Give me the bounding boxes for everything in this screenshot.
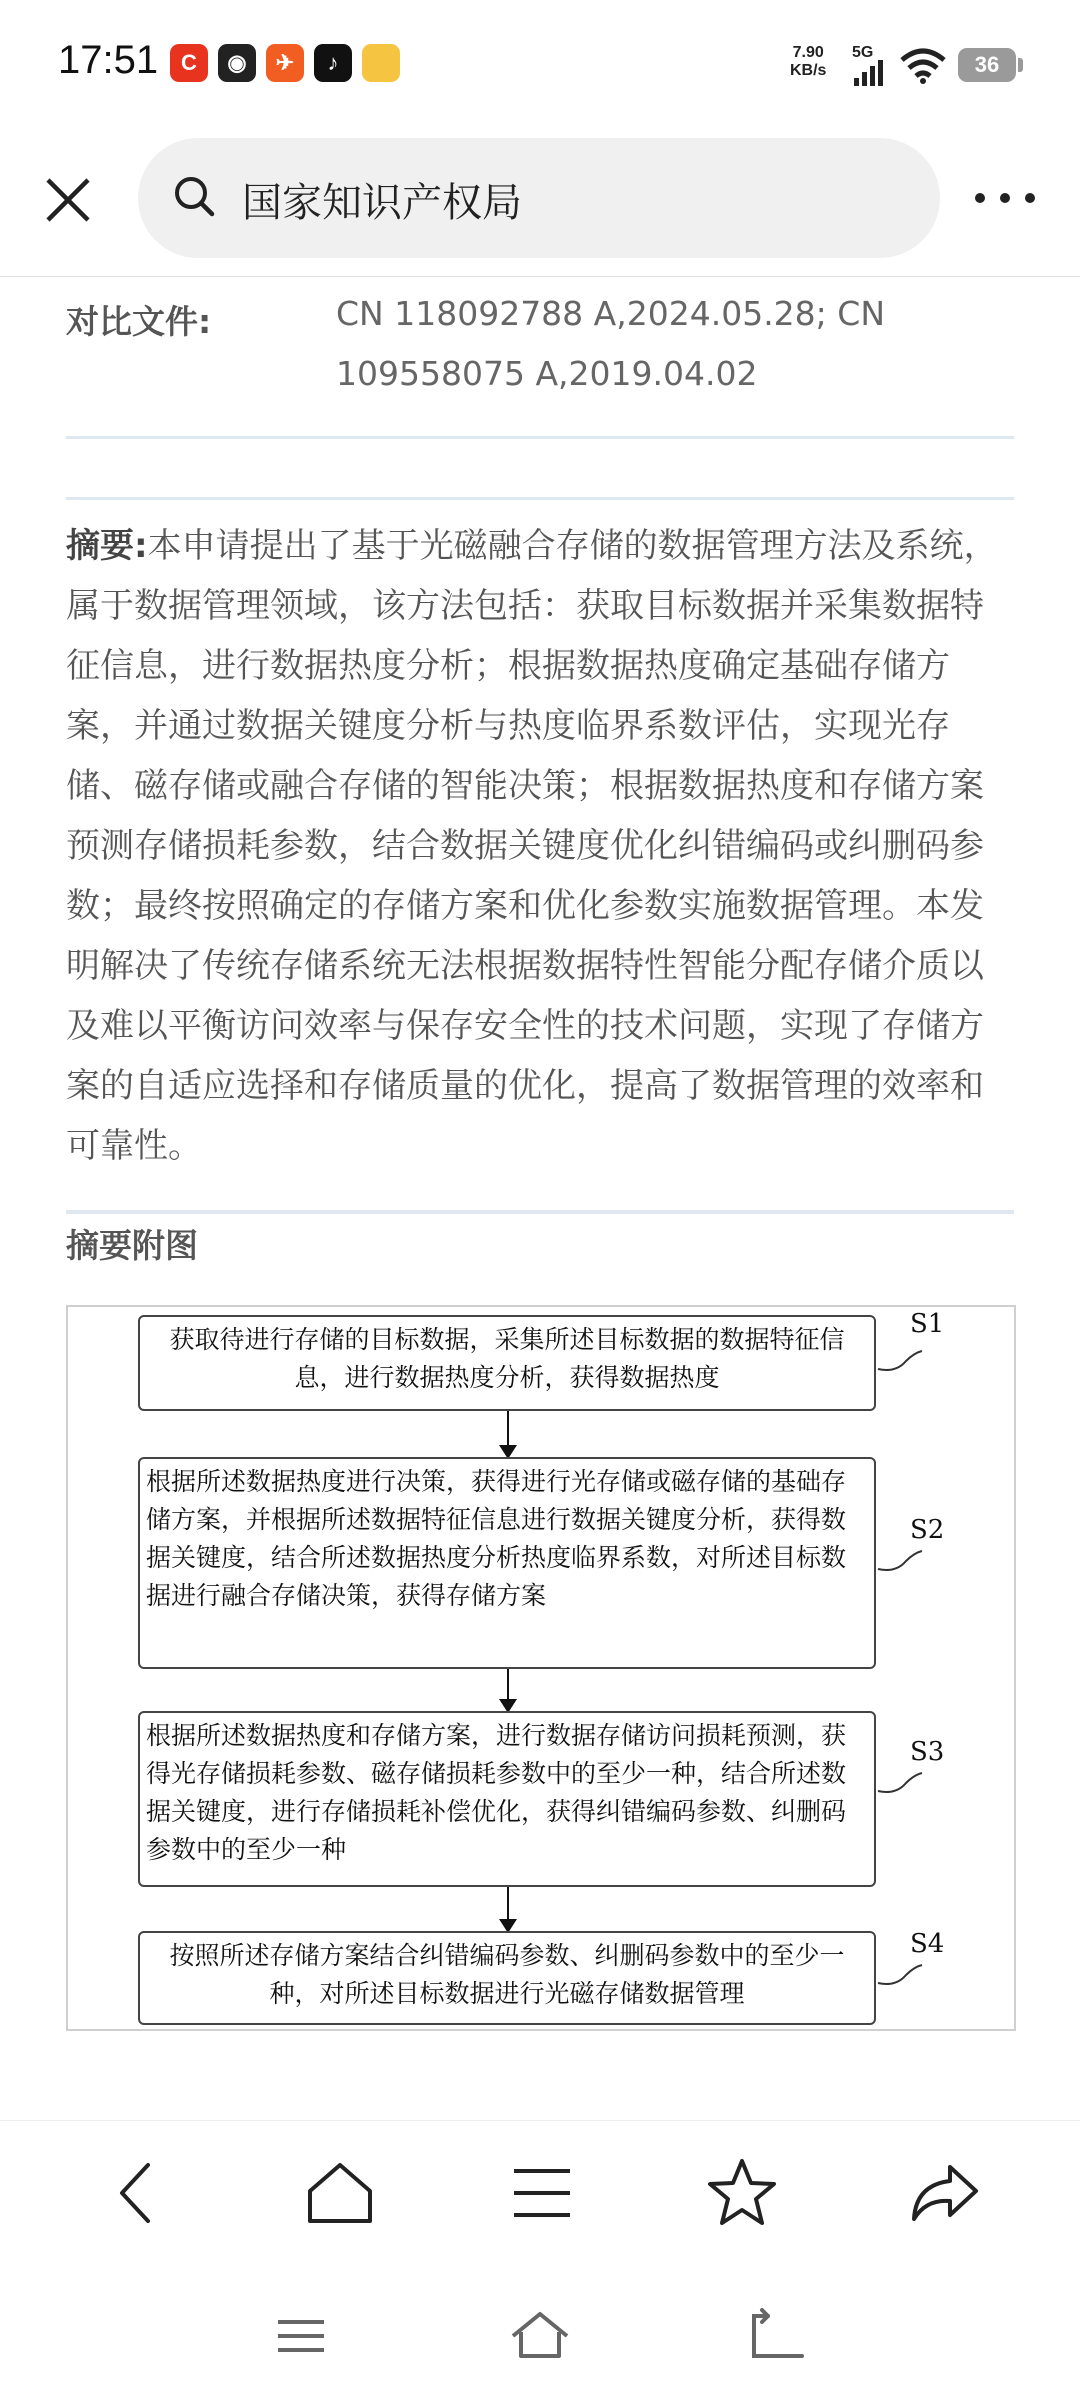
abstract-label: 摘要: [66, 526, 148, 566]
speed-value: 7.90 [792, 44, 824, 61]
reference-line-1: CN 118092788 A,2024.05.28; CN [336, 294, 886, 333]
search-icon [170, 172, 220, 222]
figure-title: 摘要附图 [66, 1226, 198, 1265]
flow-label-s3: S3 [910, 1737, 945, 1767]
abstract-figure[interactable] [66, 1305, 1016, 2031]
c-app-icon: C [170, 44, 208, 82]
battery-tip [1018, 58, 1023, 72]
search-bar[interactable] [138, 138, 940, 258]
signal-icon [852, 60, 888, 86]
flow-step-s3: 根据所述数据热度和存储方案，进行数据存储访问损耗预测，获得光存储损耗参数、磁存储损耗参数中的至少一种，结合所述数据关键度，进行存储损耗补偿优化，获得纠错编码参数、纠删码参数中的至少一种 [138, 1711, 876, 1887]
divider [66, 436, 1014, 439]
divider [66, 497, 1014, 500]
reference-label: 对比文件: [66, 302, 212, 341]
divider [66, 1210, 1014, 1214]
more-options-icon[interactable] [970, 178, 1040, 218]
flow-label-s4: S4 [910, 1929, 945, 1959]
reference-line-2: 109558075 A,2019.04.02 [336, 354, 758, 393]
system-back-icon[interactable] [744, 2306, 814, 2366]
telegram-icon: ✈ [266, 44, 304, 82]
close-icon[interactable] [38, 170, 98, 230]
flow-step-s4: 按照所述存储方案结合纠错编码参数、纠删码参数中的至少一种，对所述目标数据进行光磁存储数据管理 [138, 1931, 876, 2025]
status-bar [0, 0, 1080, 130]
system-nav-bar [0, 2280, 1080, 2392]
kuaishou-icon: ◉ [218, 44, 256, 82]
flow-label-s1: S1 [910, 1309, 945, 1339]
status-time: 17:51 [58, 38, 159, 82]
flow-connector [876, 1333, 926, 1373]
flow-connector [876, 1755, 926, 1795]
reference-value [336, 284, 976, 404]
recent-apps-icon[interactable] [266, 2306, 336, 2366]
abstract-text: 本申请提出了基于光磁融合存储的数据管理方法及系统，属于数据管理领域，该方法包括：获取目标数据并采集数据特征信息，进行数据热度分析；根据数据热度确定基础存储方案，并通过数据关键度分析与热度临界系数评估，实现光存储、磁存储或融合存储的智能决策；根据数据热度和存储方案预测存储损耗参数，结合数据关键度优化纠错编码或纠删码参数；最终按照确定的存储方案和优化参数实施数据管理。本发明解决了传统存储系统无法根据数据特性智能分配存储介质以及难以平衡访问效率与保存安全性的技术问题，实现了存储方案的自适应选择和存储质量的优化，提高了数据管理的效率和可靠性。 [66, 526, 998, 1166]
flow-label-s2: S2 [910, 1515, 945, 1545]
network-type: 5G [852, 44, 874, 61]
flow-connector [876, 1947, 926, 1987]
flow-connector [876, 1533, 926, 1573]
tiktok-icon: ♪ [314, 44, 352, 82]
back-icon[interactable] [98, 2153, 178, 2233]
speed-unit: KB/s [790, 62, 827, 79]
browser-nav-bar [0, 2120, 1080, 2281]
battery-icon: 36 [958, 48, 1016, 82]
network-speed [790, 44, 826, 80]
wifi-icon [898, 46, 948, 84]
system-home-icon[interactable] [505, 2306, 575, 2366]
flow-arrow [507, 1887, 509, 1931]
flow-arrow [507, 1411, 509, 1457]
home-icon[interactable] [300, 2153, 380, 2233]
star-icon[interactable] [702, 2153, 782, 2233]
flow-arrow [507, 1669, 509, 1711]
flow-step-s2: 根据所述数据热度进行决策，获得进行光存储或磁存储的基础存储方案，并根据所述数据特征信息进行数据关键度分析，获得数据关键度，结合所述数据热度分析热度临界系数，对所述目标数据进行融合存储决策，获得存储方案 [138, 1457, 876, 1669]
reference-documents [66, 296, 1014, 416]
menu-icon[interactable] [502, 2153, 582, 2233]
notes-icon [362, 44, 400, 82]
top-bar [0, 130, 1080, 277]
search-query: 国家知识产权局 [242, 180, 522, 226]
share-icon[interactable] [904, 2153, 984, 2233]
abstract [66, 516, 1014, 1176]
flow-step-s1: 获取待进行存储的目标数据，采集所述目标数据的数据特征信息，进行数据热度分析，获得数据热度 [138, 1315, 876, 1411]
